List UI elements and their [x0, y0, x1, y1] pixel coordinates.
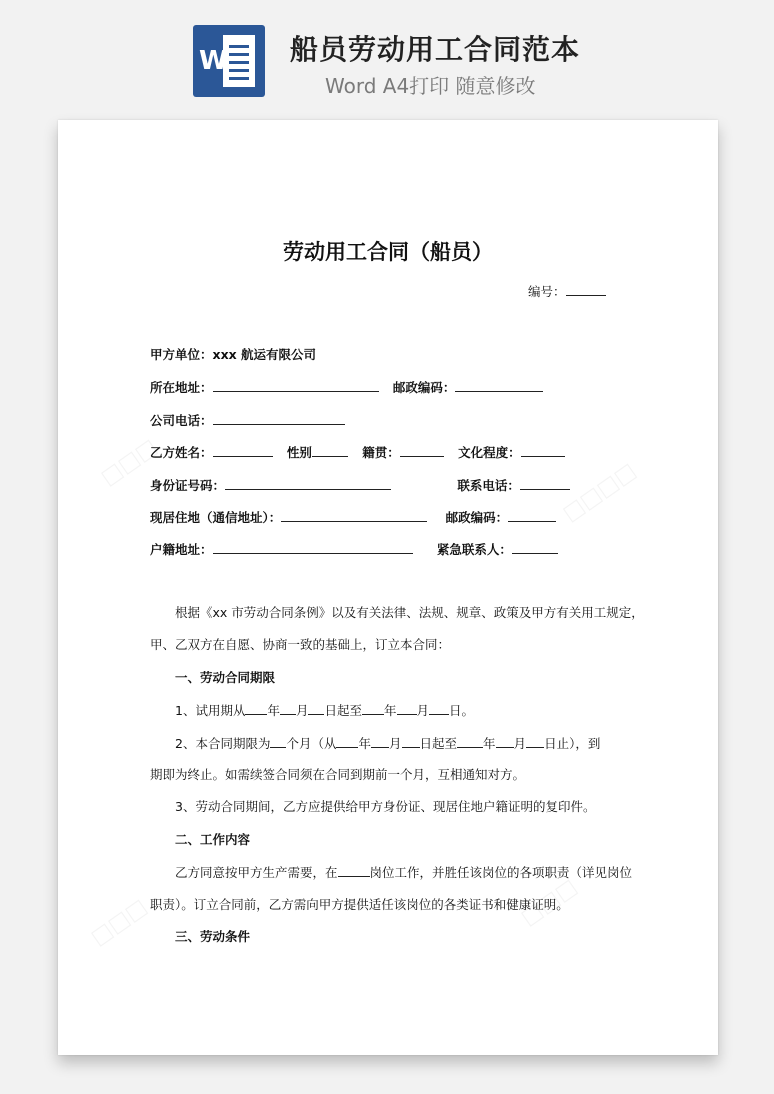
contact-phone-label: 联系电话：	[457, 478, 520, 493]
intro-line-1: 根据《xx 市劳动合同条例》以及有关法律、法规、规章、政策及甲方有关用工规定，	[175, 605, 644, 620]
emergency-contact-blank	[512, 540, 558, 554]
postcode-blank	[455, 378, 543, 392]
party-a-postcode-label: 邮政编码：	[392, 380, 456, 395]
blank	[526, 734, 544, 748]
blank	[362, 701, 384, 715]
section-2-line-1	[175, 863, 632, 882]
household-address-label: 户籍地址：	[150, 542, 213, 557]
blank	[338, 863, 370, 877]
text-run: 日。	[449, 703, 475, 718]
household-address-blank	[213, 540, 413, 554]
watermark	[558, 458, 640, 526]
text-run: 年	[483, 736, 496, 751]
native-place-blank	[400, 443, 444, 457]
blank	[496, 734, 514, 748]
text-run: 月	[416, 703, 430, 718]
document-page	[58, 120, 718, 1055]
document-title: 劳动用工合同（船员）	[283, 240, 493, 264]
text-run: 日止），到	[544, 736, 601, 751]
page-header	[0, 0, 774, 110]
word-document-icon	[193, 25, 265, 97]
section-1-item-1	[175, 701, 474, 720]
text-run: 月	[295, 703, 309, 718]
section-3-heading: 三、劳动条件	[175, 929, 251, 944]
party-b-name-label: 乙方姓名：	[150, 445, 213, 460]
blank	[280, 701, 296, 715]
contract-number-blank	[566, 282, 606, 296]
text-run: 日起至	[324, 703, 362, 718]
text-run: 日起至	[419, 736, 458, 751]
emergency-contact-label: 紧急联系人：	[436, 542, 512, 557]
section-1-item-2	[175, 734, 600, 753]
party-b-postcode-blank	[508, 508, 556, 522]
education-label: 文化程度：	[458, 445, 521, 460]
id-number-label: 身份证号码：	[150, 478, 226, 493]
document-sheet	[223, 35, 255, 87]
section-2-line-2: 职责）。订立合同前，乙方需向甲方提供适任该岗位的各类证书和健康证明。	[150, 897, 569, 912]
text-run: 个月（从	[286, 736, 337, 751]
blank	[402, 734, 420, 748]
header-title: 船员劳动用工合同范本	[290, 33, 581, 66]
party-a-unit-value: xxx 航运有限公司	[212, 347, 317, 362]
text-run: 年	[358, 736, 371, 751]
word-letter: W	[199, 46, 228, 76]
section-1-heading: 一、劳动合同期限	[175, 670, 276, 685]
intro-line-2: 甲、乙双方在自愿、协商一致的基础上，订立本合同：	[150, 637, 451, 652]
address-blank	[213, 378, 379, 392]
party-a-address-label: 所在地址：	[150, 380, 213, 395]
text-run: 月	[513, 736, 527, 751]
party-a-unit-label: 甲方单位：	[150, 347, 213, 362]
phone-blank	[213, 411, 345, 425]
gender-blank	[312, 443, 348, 457]
id-number-blank	[225, 476, 391, 490]
party-b-household-row	[150, 540, 558, 559]
gender-label: 性别	[286, 445, 312, 460]
blank	[270, 734, 286, 748]
blank	[429, 701, 449, 715]
party-a-phone-label: 公司电话：	[150, 413, 213, 428]
party-a-address-row	[150, 378, 543, 397]
blank	[308, 701, 324, 715]
contract-number-label: 编号：	[528, 284, 566, 299]
name-blank	[213, 443, 273, 457]
party-a-phone-row	[150, 411, 345, 430]
blank	[457, 734, 483, 748]
text-run: 2、本合同期限为	[175, 736, 271, 751]
party-b-name-row	[150, 443, 565, 462]
blank	[245, 701, 267, 715]
text-run: 月	[389, 736, 402, 751]
contact-phone-blank	[520, 476, 570, 490]
party-b-postcode-label: 邮政编码：	[445, 510, 509, 525]
text-run: 乙方同意按甲方生产需要，在	[175, 865, 338, 880]
current-address-blank	[281, 508, 427, 522]
text-run: 岗位工作，并胜任该岗位的各项职责（详见岗位	[369, 865, 633, 880]
education-blank	[521, 443, 565, 457]
text-run: 年	[384, 703, 397, 718]
blank	[336, 734, 358, 748]
text-run: 年	[267, 703, 280, 718]
section-1-item-2-cont: 期即为终止。如需续签合同须在合同到期前一个月，互相通知对方。	[150, 767, 526, 782]
header-subtitle: Word A4打印 随意修改	[325, 74, 536, 98]
section-1-item-3: 3、劳动合同期间，乙方应提供给甲方身份证、现居住地户籍证明的复印件。	[175, 799, 596, 814]
current-address-label: 现居住地（通信地址）：	[150, 510, 282, 525]
native-place-label: 籍贯：	[362, 445, 400, 460]
text-run: 1、试用期从	[175, 703, 246, 718]
party-a-unit-row	[150, 346, 316, 364]
party-b-address-row	[150, 508, 556, 527]
blank	[371, 734, 389, 748]
section-2-heading: 二、工作内容	[175, 832, 251, 847]
blank	[397, 701, 417, 715]
party-b-id-row	[150, 476, 570, 495]
contract-number-row	[528, 282, 606, 301]
watermark	[86, 894, 151, 950]
